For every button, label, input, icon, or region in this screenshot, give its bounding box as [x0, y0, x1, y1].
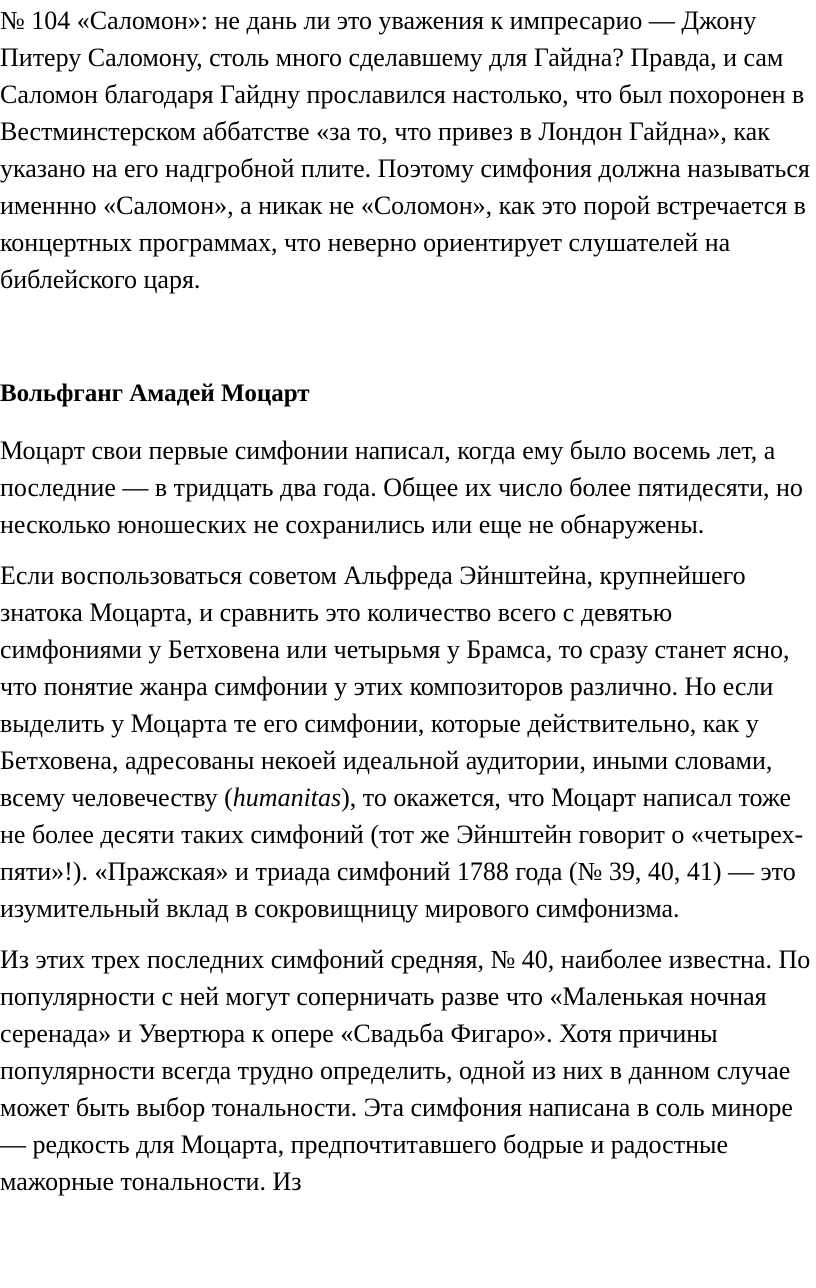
- spacer: [0, 543, 816, 557]
- spacer: [0, 298, 816, 375]
- paragraph-einstein-part-a: Если воспользоваться советом Альфреда Эйнштейна, крупнейшего знатока Моцарта, и сравнить это количество всего с девятью симфониями у Бетховена или четырьмя у Брамса, то сразу станет ясно, что понятие жанра симфонии у этих композиторов различно. Но если выделить у Моцарта те его симфонии, которые действительно, как у Бетховена, адресованы некоей идеальной аудитории, иными словами, всему человечеству (: [0, 561, 790, 812]
- paragraph-einstein-part-b: ), то окажется, что Моцарт написал тоже не более десяти таких симфоний (тот же Эйнштейн говорит о «четырех-пяти»!). «Пражская» и триада симфоний 1788 года (№ 39, 40, 41) — это изумительный вклад в сокровищницу мирового симфонизма.: [0, 783, 804, 923]
- spacer: [0, 412, 816, 432]
- paragraph-salomon: № 104 «Саломон»: не дань ли это уважения к импресарио — Джону Питеру Саломону, столь много сделавшему для Гайдна? Правда, и сам Саломон благодаря Гайдну прославился настолько, что был похоронен в Вестминстерском аббатстве «за то, что привез в Лондон Гайдна», как указано на его надгробной плите. Поэтому симфония должна называться именнно «Саломон», а никак не «Соломон», как это порой встречается в концертных программах, что неверно ориентирует слушателей на библейского царя.: [0, 6, 810, 294]
- paragraph-mozart-intro: Моцарт свои первые симфонии написал, когда ему было восемь лет, а последние — в тридцать два года. Общее их число более пятидесяти, но несколько юношеских не сохранились или еще не обнаружены.: [0, 436, 803, 539]
- paragraph-einstein: [0, 557, 816, 927]
- humanitas-italic: humanitas: [232, 783, 342, 812]
- paragraph-symphony-40: Из этих трех последних симфоний средняя, № 40, наиболее известна. По популярности с ней могут соперничать разве что «Маленькая ночная серенада» и Увертюра к опере «Свадьба Фигаро». Хотя причины популярности всегда трудно определить, одной из них в данном случае может быть выбор тональности. Эта симфония написана в соль миноре — редкость для Моцарта, предпочтитавшего бодрые и радостные мажорные тональности. Из: [0, 945, 811, 1196]
- section-heading-mozart: Вольфганг Амадей Моцарт: [0, 380, 310, 407]
- spacer: [0, 927, 816, 941]
